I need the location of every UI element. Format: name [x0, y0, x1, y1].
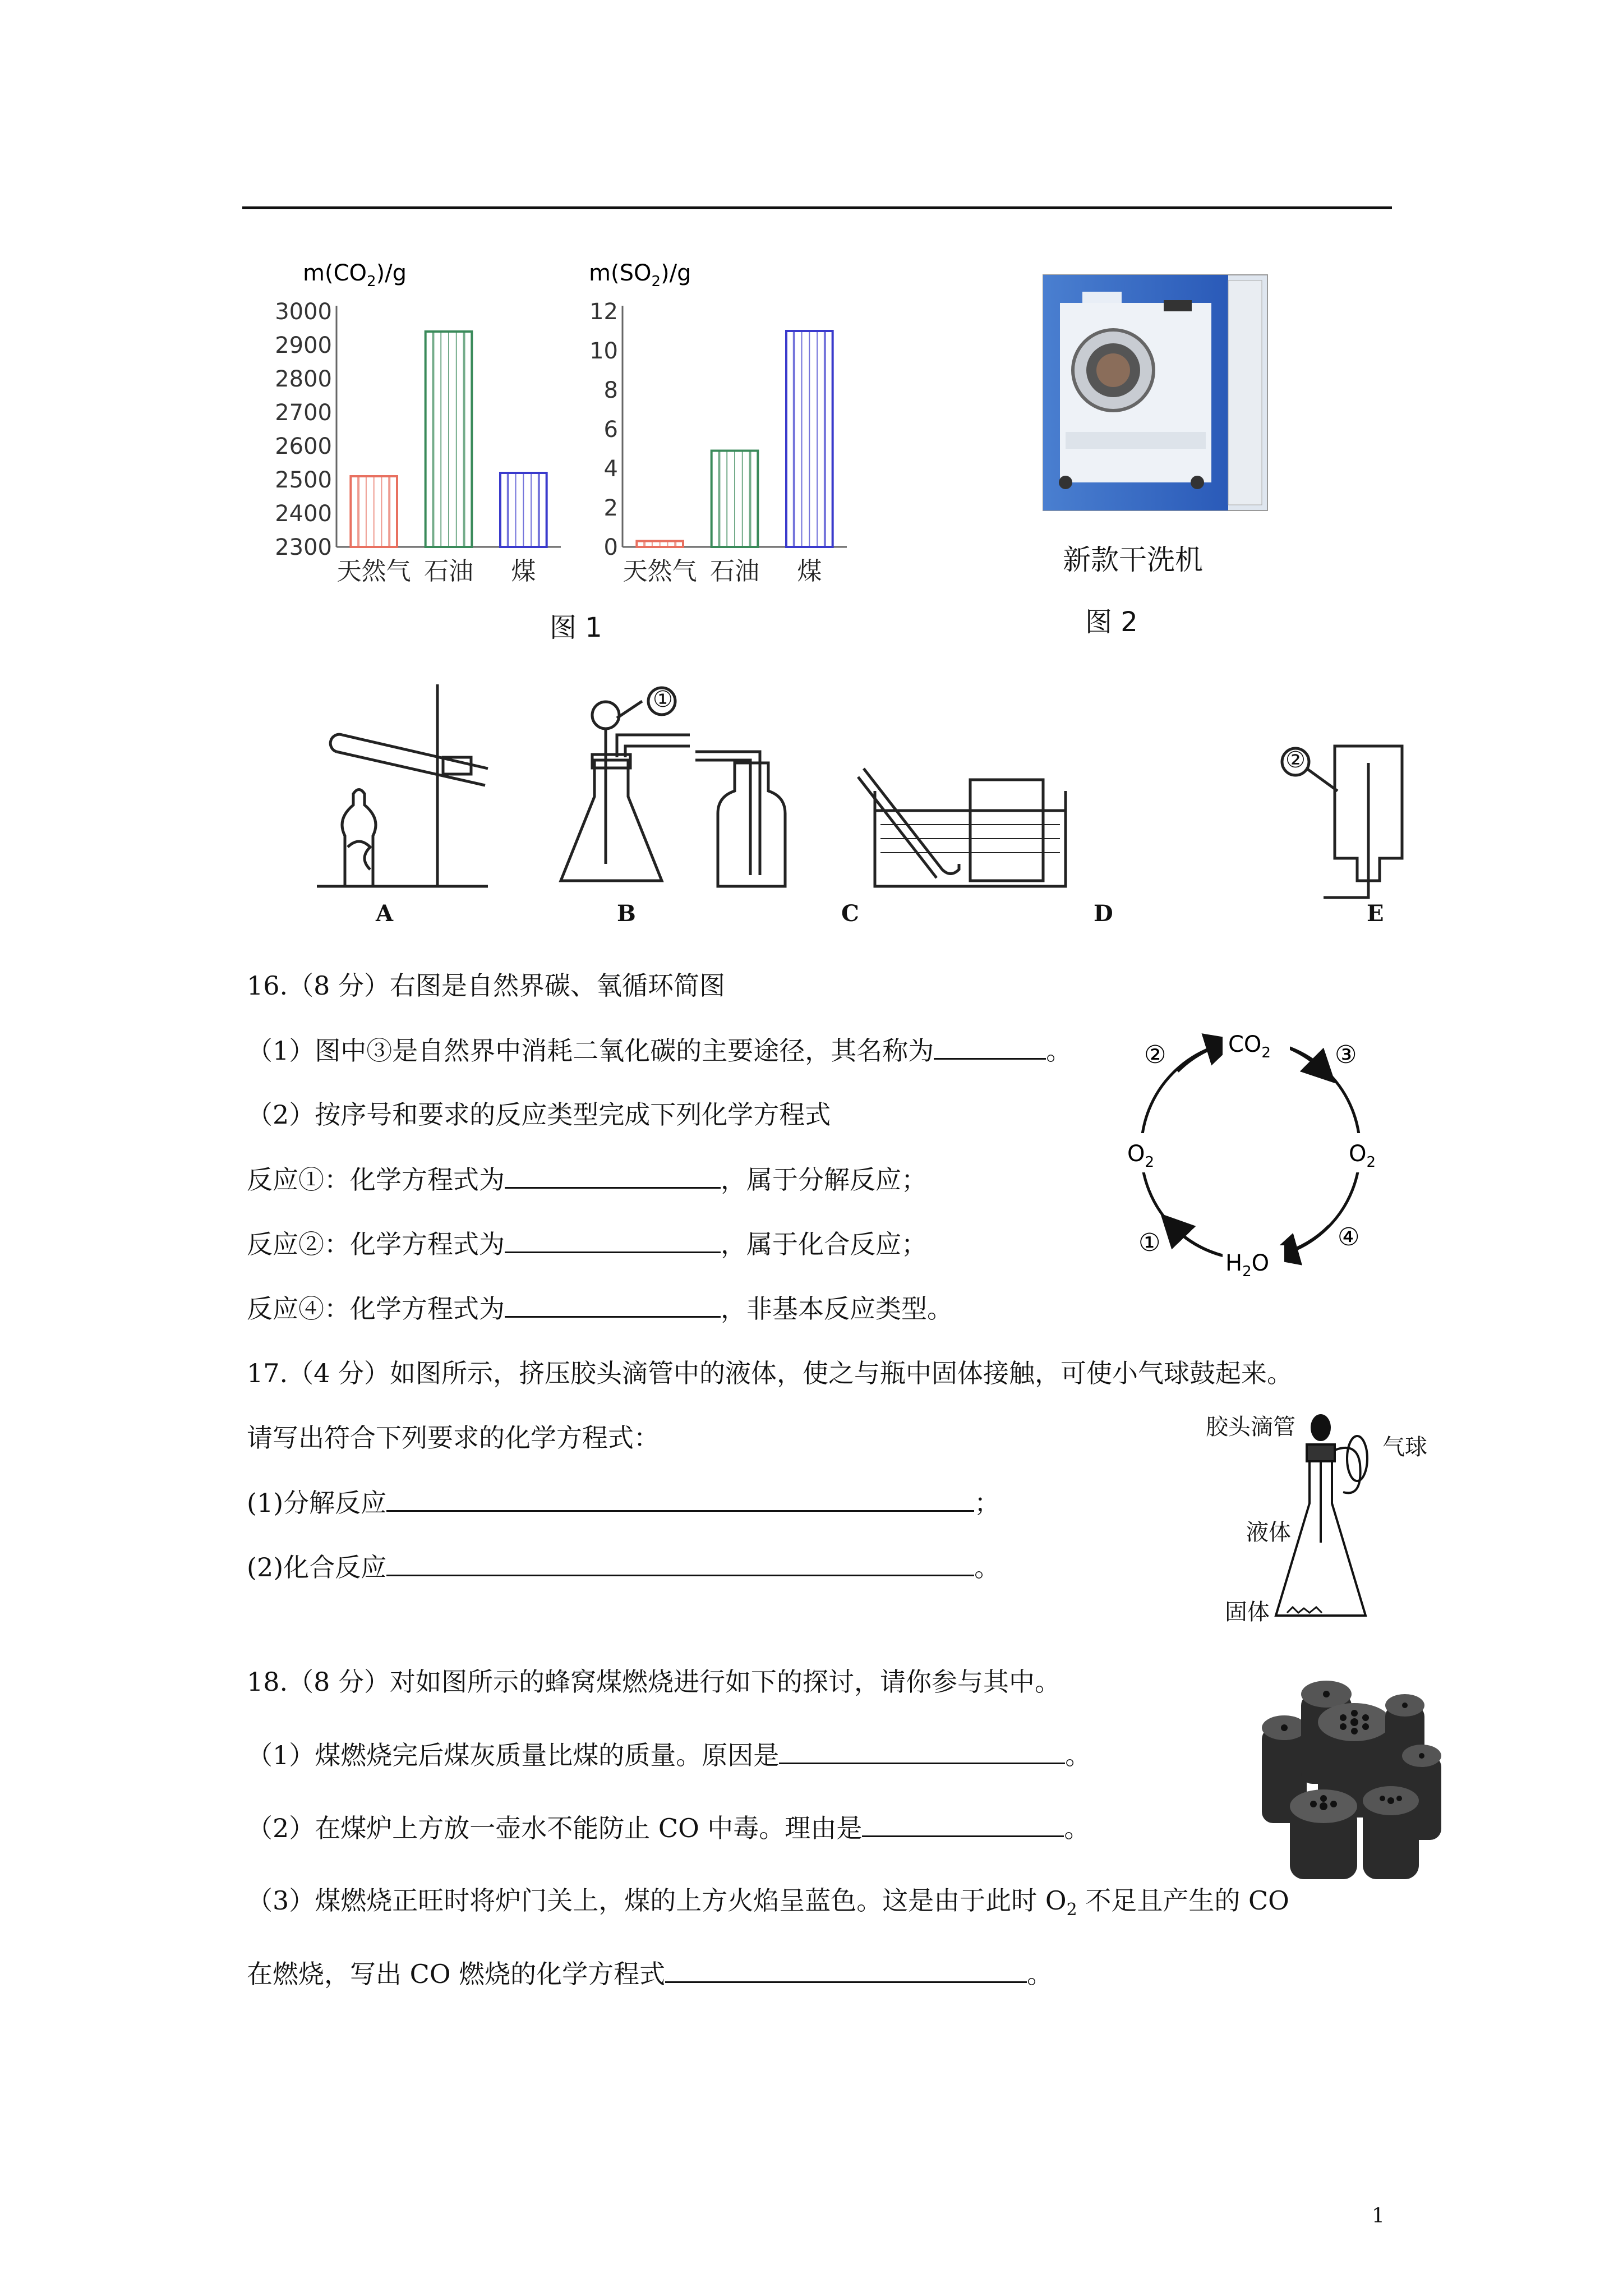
- apparatus-a-heating-setup: [317, 684, 488, 886]
- header-rule: [242, 206, 1392, 209]
- chart1-ytick: 2800: [275, 366, 332, 392]
- honeycomb-coal-image: [1251, 1672, 1453, 1885]
- q16-title: 16.（8 分）右图是自然界碳、氧循环简图: [247, 970, 726, 1001]
- fig1-caption: 图 1: [550, 612, 602, 643]
- chart2-ytick: 4: [603, 456, 618, 482]
- chart1-bar-2: [500, 473, 547, 547]
- arrow-to-h2o: [1281, 1226, 1329, 1254]
- q17-title: 17.（4 分）如图所示，挤压胶头滴管中的液体，使之与瓶中固体接触，可使小气球鼓起来。: [247, 1358, 1293, 1388]
- e-marker: ②: [1285, 747, 1306, 773]
- chart2-bar-2: [786, 331, 833, 547]
- q16-reaction2: 反应②：化学方程式为 ，属于化合反应；: [247, 1227, 927, 1261]
- cycle-h2o: $H_2O$: [1225, 1250, 1270, 1279]
- chart1-xtick-1: 石油: [424, 557, 473, 586]
- q18-p1: （1）煤燃烧完后煤灰质量比煤的质量。原因是 。: [247, 1738, 1091, 1772]
- q17-a: (1)分解反应 ；: [247, 1485, 1000, 1520]
- apparatus-label-c: C: [841, 900, 859, 927]
- chart2-xtick-0: 天然气: [623, 557, 697, 586]
- chart2-bar-0: [637, 541, 683, 547]
- cycle-o2-left: $O_2$: [1127, 1141, 1155, 1171]
- q17-a-blank[interactable]: [386, 1485, 974, 1512]
- chart2-ytick: 10: [589, 338, 618, 364]
- label-dropper: 胶头滴管: [1206, 1414, 1295, 1440]
- q18-p2-blank[interactable]: [862, 1811, 1064, 1837]
- label-solid: 固体: [1225, 1599, 1270, 1625]
- chart1-ytick: 2900: [275, 333, 332, 358]
- chart2-ytick: 0: [603, 535, 618, 560]
- chart1-ytick: 2400: [275, 501, 332, 527]
- label-liquid: 液体: [1246, 1520, 1291, 1545]
- q16-r4-blank[interactable]: [505, 1291, 721, 1318]
- apparatus-figure: [303, 679, 1458, 914]
- chart-co2: [269, 264, 583, 623]
- apparatus-b-flask: [561, 688, 690, 881]
- q18-p3: （3）煤燃烧正旺时将炉门关上，煤的上方火焰呈蓝色。这是由于此时 $O_2$ 不足且产生的 CO: [247, 1885, 1289, 1920]
- apparatus-label-a: A: [376, 900, 394, 927]
- apparatus-label-b: B: [617, 900, 636, 927]
- chart2-xtick-1: 石油: [710, 557, 759, 586]
- q16-reaction4: 反应④：化学方程式为 ，非基本反应类型。: [247, 1291, 953, 1326]
- chart2-ylabel: $m(SO_2)/g$: [589, 264, 691, 290]
- page-number: 1: [1372, 2205, 1385, 2228]
- chart2-xtick-2: 煤: [797, 557, 822, 586]
- fig2-caption: 图 2: [1085, 606, 1138, 638]
- chart1-ytick: 2600: [275, 434, 332, 459]
- cycle-co2: $CO_2$: [1228, 1032, 1271, 1061]
- chart1-bar-1: [426, 332, 472, 547]
- chart1-ytick: 3000: [275, 299, 332, 325]
- cycle-num-4: ④: [1338, 1223, 1360, 1251]
- chart2-ytick: 8: [603, 378, 618, 403]
- apparatus-c-gas-bottle: [695, 752, 785, 886]
- apparatus-label-d: D: [1094, 900, 1113, 927]
- q18-p2: （2）在煤炉上方放一壶水不能防止 CO 中毒。理由是 。: [247, 1811, 1090, 1845]
- cycle-num-1: ①: [1138, 1228, 1161, 1257]
- chart1-ylabel: $m(CO_2)/g$: [303, 264, 407, 290]
- dry-cleaner-image: [1032, 269, 1279, 539]
- chart2-bar-1: [712, 451, 758, 547]
- arrow-from-h2o: [1172, 1226, 1223, 1255]
- chart2-ytick: 6: [603, 417, 618, 443]
- arrow-from-co2: [1284, 1046, 1324, 1071]
- q18-p1-blank[interactable]: [779, 1738, 1065, 1764]
- label-balloon: 气球: [1382, 1434, 1427, 1460]
- b-marker: ①: [653, 687, 673, 712]
- q17-sub: 请写出符合下列要求的化学方程式：: [247, 1423, 660, 1453]
- q16-r2-blank[interactable]: [505, 1227, 721, 1253]
- q17-b-blank[interactable]: [386, 1550, 974, 1576]
- chart1-ytick: 2700: [275, 400, 332, 426]
- apparatus-d-water-trough: [858, 769, 1066, 886]
- q18-p3-cont: 在燃烧，写出 CO 燃烧的化学方程式 。: [247, 1957, 1053, 1991]
- arrow-to-co2: [1178, 1045, 1223, 1071]
- cycle-num-3: ③: [1335, 1041, 1357, 1069]
- apparatus-label-e: E: [1367, 900, 1384, 927]
- chart-so2: [555, 264, 869, 623]
- q16-reaction1: 反应①：化学方程式为 ，属于分解反应；: [247, 1162, 927, 1197]
- chart2-ytick: 12: [589, 299, 618, 325]
- chart1-bar-0: [351, 476, 397, 547]
- q17-b: (2)化合反应 。: [247, 1550, 1000, 1584]
- q16-part1: （1）图中③是自然界中消耗二氧化碳的主要途径，其名称为 。: [247, 1033, 1072, 1068]
- q18-title: 18.（8 分）对如图所示的蜂窝煤燃烧进行如下的探讨，请你参与其中。: [247, 1667, 1061, 1697]
- chart1-ytick: 2300: [275, 535, 332, 560]
- cycle-o2-right: $O_2$: [1349, 1141, 1376, 1171]
- chart1-ytick: 2500: [275, 467, 332, 493]
- chart1-xtick-0: 天然气: [336, 557, 411, 586]
- chart1-xtick-2: 煤: [511, 557, 536, 586]
- q16-p1-blank[interactable]: [934, 1033, 1046, 1060]
- carbon-oxygen-cycle-diagram: [1122, 1021, 1413, 1279]
- q16-r1-blank[interactable]: [505, 1162, 721, 1189]
- washer-caption: 新款干洗机: [1063, 544, 1203, 576]
- chart2-ytick: 2: [603, 495, 618, 521]
- q16-part2: （2）按序号和要求的反应类型完成下列化学方程式: [247, 1099, 831, 1130]
- cycle-num-2: ②: [1144, 1041, 1166, 1069]
- q18-p3-blank[interactable]: [665, 1957, 1027, 1983]
